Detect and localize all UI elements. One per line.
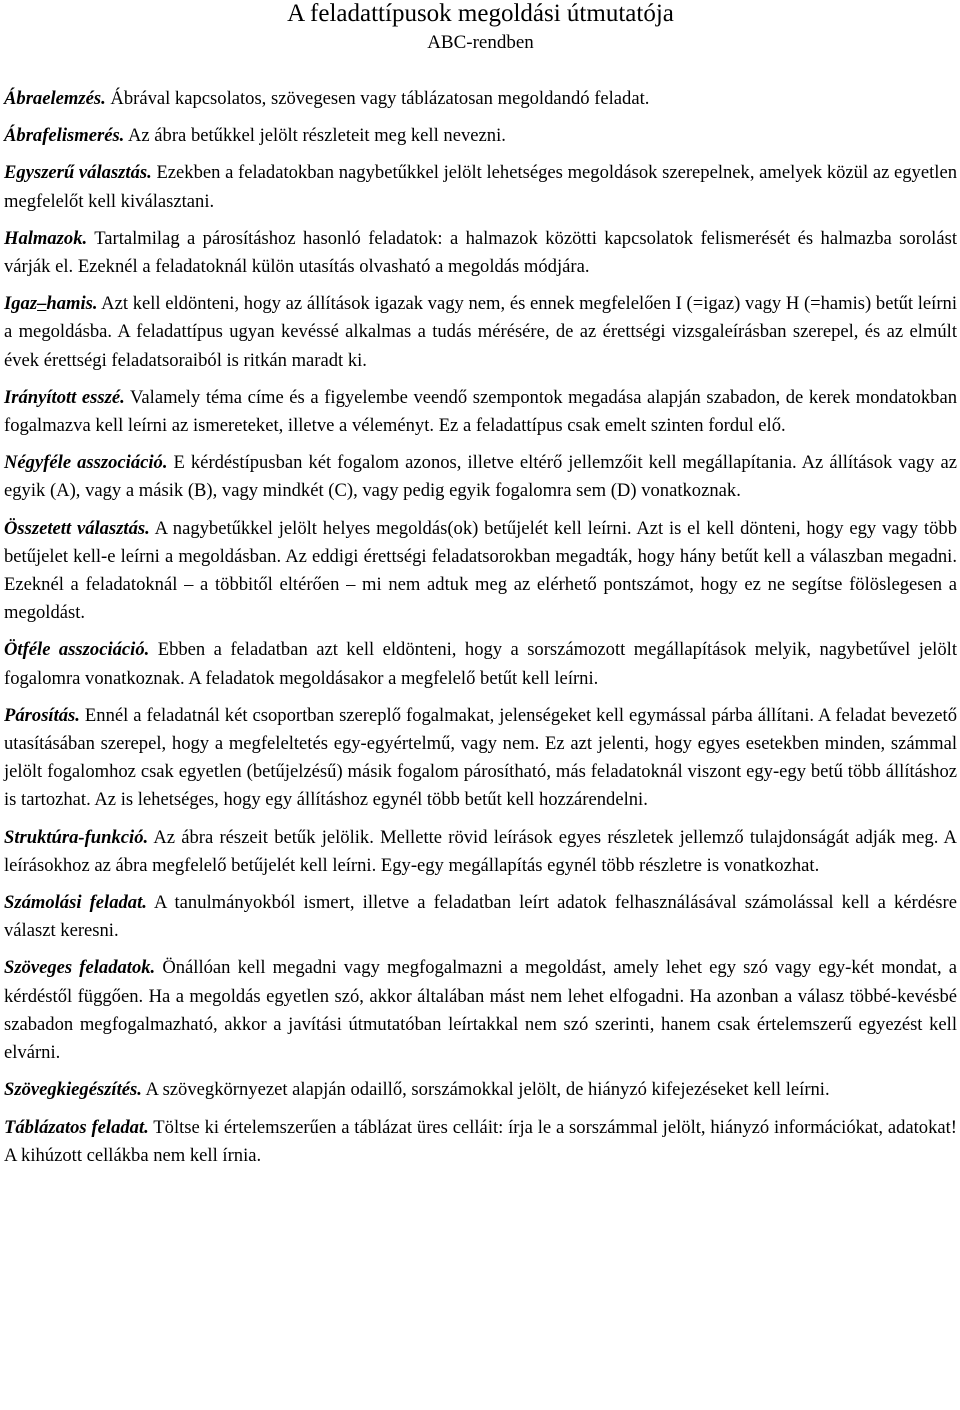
glossary-entry-abrafelismeres bbox=[4, 122, 957, 150]
glossary-entry-tablazatos-feladat bbox=[4, 1114, 957, 1170]
entry-term: Ötféle asszociáció. bbox=[4, 639, 150, 661]
entry-term: Szöveges feladatok. bbox=[4, 957, 156, 979]
glossary-entry-osszetett-valasztas bbox=[4, 515, 957, 628]
entry-term: Párosítás. bbox=[4, 704, 80, 726]
entry-term: Táblázatos feladat. bbox=[4, 1116, 149, 1138]
entry-text: Ábrával kapcsolatos, szövegesen vagy táblázatosan megoldandó feladat. bbox=[105, 88, 650, 109]
entry-text: Az ábra betűkkel jelölt részleteit meg kell nevezni. bbox=[124, 125, 506, 147]
entry-term: Összetett választás. bbox=[4, 517, 150, 539]
entry-term-second: hamis. bbox=[46, 293, 98, 315]
entry-term: Struktúra-funkció. bbox=[4, 826, 149, 848]
entry-text: Tartalmilag a párosításhoz hasonló feladatok: a halmazok közötti kapcsolatok felismerését és halmazba sorolást várják el. Ezeknél a feladatoknál külön utasítás olvasható a megoldás módjára. bbox=[4, 227, 957, 278]
entry-text: E kérdéstípusban két fogalom azonos, illetve eltérő jellemzőit kell megállapítania. Az állítások vagy az egyik (A), vagy a másik (B), vagy mindkét (C), vagy pedig egyik fogalomra sem (D) vonatkoznak. bbox=[4, 452, 957, 502]
entry-text: Önállóan kell megadni vagy megfogalmazni a megoldást, amely lehet egy szó vagy egy-két mondat, a kérdéstől függően. Ha a megoldás egyetlen szó, akkor általában mást nem lehet elfogadni. Ha azonban a válasz többé-kevésbé szabadon megfogalmazható, akkor a javítási útmutatóban leírtakkal nem szó szerinti, hanem csak értelemszerű egyezést kell elvárni. bbox=[4, 957, 957, 1064]
document-page bbox=[4, 0, 957, 1179]
entry-term: Halmazok. bbox=[4, 227, 88, 249]
glossary-entry-igaz-hamis bbox=[4, 290, 957, 375]
entry-term-dash: – bbox=[37, 293, 47, 315]
glossary-entry-iranyitott-essze bbox=[4, 384, 957, 440]
entry-text: A szövegkörnyezet alapján odaillő, sorszámokkal jelölt, de hiányzó kifejezéseket kell leírni. bbox=[141, 1079, 830, 1101]
entry-term-first: Igaz bbox=[4, 293, 38, 315]
entry-text: Valamely téma címe és a figyelembe veendő szempontok megadása alapján szabadon, de kerek mondatokban fogalmazva kell leírni az ismereteket, illetve a véleményt. Ez a feladattípus csak emelt szinten fordul elő. bbox=[4, 386, 957, 437]
entry-text: Az ábra részeit betűk jelölik. Mellette rövid leírások egyes részletek jellemző tulajdonságát adják meg. A leírásokhoz az ábra megfelelő betűjelét kell leírni. Egy-egy megállapítás egynél több részletre is vonatkozhat. bbox=[4, 826, 957, 876]
entry-term: Ábrafelismerés. bbox=[4, 125, 125, 147]
entry-text: A nagybetűkkel jelölt helyes megoldás(ok) betűjelét kell leírni. Azt is el kell dönteni, hogy egy vagy több betűjelet kell-e leírni a megoldásban. Az eddigi érettségi feladatsorokban megadták, hogy hány betűt kell a válaszban megadni. Ezeknél a feladatoknál – a többitől eltérően – mi nem adtuk meg az elérhető pontszámot, hogy ez ne segítse fölöslegesen a megoldást. bbox=[4, 517, 957, 624]
glossary-entry-szamolasi-feladat bbox=[4, 889, 957, 945]
document-title: A feladattípusok megoldási útmutatója bbox=[287, 0, 674, 27]
glossary-entry-struktura-funkcio bbox=[4, 824, 957, 880]
entry-term: Ábraelemzés. bbox=[4, 88, 106, 109]
entry-text: Ennél a feladatnál két csoportban szereplő fogalmakat, jelenségeket kell egymással párba állítani. A feladat bevezető utasításában szerepel, hogy a megfeleltetés egy-egyértelmű, vagy nem. Ez azt jelenti, hogy egyes esetekben minden, számmal jelölt fogalomhoz csak egyetlen (betűjelzésű) másik fogalom párosítható, más feladatoknál viszont egy-egy betű több állításhoz is tartozhat. Az is lehetséges, hogy egy állításhoz egynél több betűt kell hozzárendelni. bbox=[4, 704, 957, 811]
entry-text: Töltse ki értelemszerűen a táblázat üres celláit: írja le a sorszámmal jelölt, hiányzó információkat, adatokat! A kihúzott cellákba nem kell írnia. bbox=[4, 1116, 957, 1166]
entry-text: A tanulmányokból ismert, illetve a feladatban leírt adatok felhasználásával számolással kell a kérdésre választ keresni. bbox=[4, 892, 957, 942]
entry-term: Számolási feladat. bbox=[4, 892, 147, 914]
entry-text: Ebben a feladatban azt kell eldönteni, hogy a sorszámozott megállapítások melyik, nagybetűvel jelölt fogalomra vonatkoznak. A feladatok megoldásakor a megfelelő betűt kell leírni. bbox=[4, 639, 957, 689]
glossary-entry-szovegkiegeszites bbox=[4, 1076, 957, 1104]
glossary-entry-abraelemzes bbox=[4, 85, 957, 113]
glossary-entry-egyszeru-valasztas bbox=[4, 159, 957, 215]
entry-text: Ezekben a feladatokban nagybetűkkel jelölt lehetséges megoldások szerepelnek, amelyek közül az egyetlen megfelelőt kell kiválasztani. bbox=[4, 162, 957, 212]
entry-text: Azt kell eldönteni, hogy az állítások igazak vagy nem, és ennek megfelelően I (=igaz) vagy H (=hamis) betűt leírni a megoldásba. A feladattípus ugyan kevéssé alkalmas a tudás mérésére, de az érettségi vizsgaleírásban szerepel, és az elmúlt évek érettségi feladatsoraiból is ritkán maradt ki. bbox=[4, 293, 957, 371]
document-subtitle: ABC-rendben bbox=[427, 32, 534, 53]
glossary-entry-szoveges-feladatok bbox=[4, 954, 957, 1067]
glossary-entry-halmazok bbox=[4, 225, 957, 281]
entry-term: Szövegkiegészítés. bbox=[4, 1079, 142, 1101]
entry-term: Irányított esszé. bbox=[4, 386, 125, 408]
glossary-list bbox=[4, 85, 957, 1170]
entry-term: Egyszerű választás. bbox=[4, 162, 152, 184]
glossary-entry-negyfele-asszociacio bbox=[4, 449, 957, 505]
entry-term: Négyféle asszociáció. bbox=[4, 452, 168, 474]
glossary-entry-otfele-asszociacio bbox=[4, 636, 957, 692]
glossary-entry-parositas bbox=[4, 702, 957, 815]
